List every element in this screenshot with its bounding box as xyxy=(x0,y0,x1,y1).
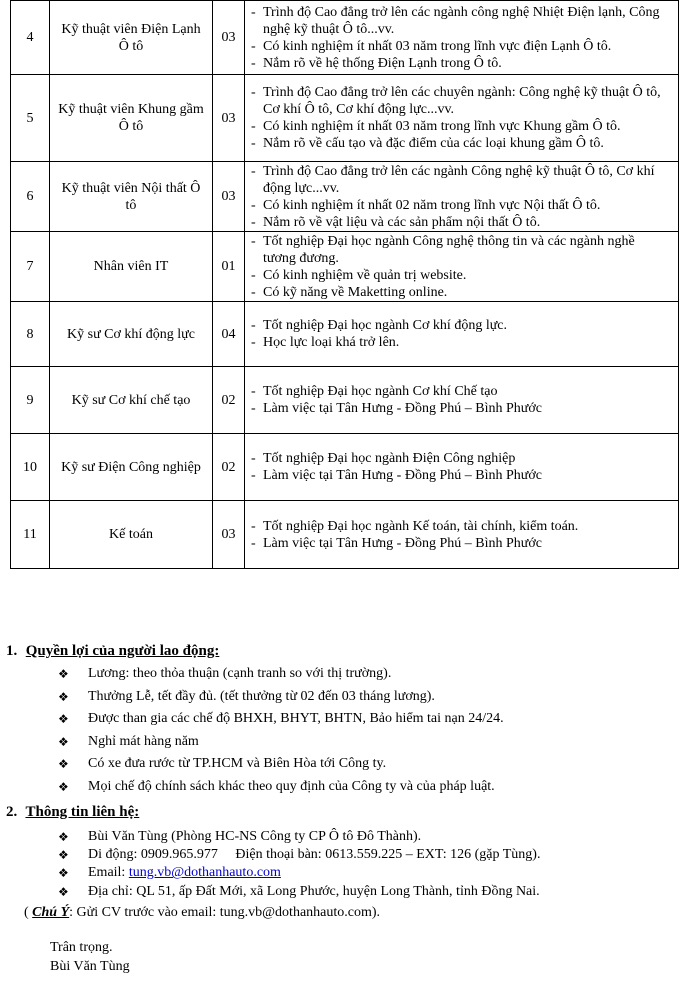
diamond-bullet-icon: ❖ xyxy=(58,779,69,794)
job-requirements xyxy=(245,367,679,434)
benefit-text: Nghỉ mát hàng năm xyxy=(88,733,199,749)
diamond-bullet-icon: ❖ xyxy=(58,712,69,727)
job-quantity: 03 xyxy=(213,1,245,75)
row-number: 5 xyxy=(11,75,50,162)
diamond-bullet-icon: ❖ xyxy=(58,757,69,772)
row-number: 8 xyxy=(11,302,50,367)
benefits-title: Quyền lợi của người lao động: xyxy=(25,643,220,659)
requirement-item: - Trình độ Cao đẳng trở lên các ngành Công nghệ kỹ thuật Ô tô, Cơ khí động lực...vv. xyxy=(249,163,670,197)
job-quantity: 02 xyxy=(213,434,245,501)
note-label: Chú Ý xyxy=(32,905,70,920)
requirement-item: - Có kỹ năng về Maketting online. xyxy=(249,284,670,301)
job-quantity: 01 xyxy=(213,232,245,302)
row-number: 6 xyxy=(11,162,50,232)
requirement-item: - Trình độ Cao đẳng trở lên các chuyên ngành: Công nghệ kỹ thuật Ô tô, Cơ khí Ô tô, Cơ khí động lực...vv. xyxy=(249,84,670,118)
requirement-list xyxy=(249,450,670,484)
requirement-item: - Có kinh nghiệm ít nhất 03 năm trong lĩnh vực điện Lạnh Ô tô. xyxy=(249,38,670,55)
requirement-item: - Tốt nghiệp Đại học ngành Kế toán, tài chính, kiểm toán. xyxy=(249,518,670,535)
requirement-item: - Làm việc tại Tân Hưng - Đồng Phú – Bình Phước xyxy=(249,400,670,417)
requirement-item: - Tốt nghiệp Đại học ngành Điện Công nghiệp xyxy=(249,450,670,467)
requirement-list xyxy=(249,233,670,301)
diamond-bullet-icon: ❖ xyxy=(58,689,69,704)
diamond-bullet-icon: ❖ xyxy=(58,848,69,863)
signature-block xyxy=(50,938,130,976)
requirement-list xyxy=(249,163,670,231)
contact-list xyxy=(6,828,676,901)
requirement-item: - Làm việc tại Tân Hưng - Đồng Phú – Bình Phước xyxy=(249,535,670,552)
table-row xyxy=(11,367,679,434)
cv-note xyxy=(24,904,380,922)
table-row xyxy=(11,302,679,367)
contact-email-label: Email: xyxy=(88,865,129,881)
benefit-text: Mọi chế độ chính sách khác theo quy định của Công ty và của pháp luật. xyxy=(88,778,495,794)
job-quantity: 03 xyxy=(213,75,245,162)
job-title: Kỹ sư Cơ khí động lực xyxy=(50,302,213,367)
requirement-item: - Có kinh nghiệm ít nhất 03 năm trong lĩnh vực Khung gầm Ô tô. xyxy=(249,118,670,135)
job-requirements xyxy=(245,1,679,75)
job-title: Kỹ sư Điện Công nghiệp xyxy=(50,434,213,501)
closing-greeting: Trân trọng. xyxy=(50,940,113,955)
requirement-list xyxy=(249,84,670,152)
benefits-heading xyxy=(6,641,676,661)
benefit-item xyxy=(6,708,676,731)
benefit-item xyxy=(6,686,676,709)
job-title: Kỹ thuật viên Khung gầm Ô tô xyxy=(50,75,213,162)
job-quantity: 03 xyxy=(213,162,245,232)
job-title: Kỹ sư Cơ khí chế tạo xyxy=(50,367,213,434)
requirement-item: - Nắm rõ về hệ thống Điện Lạnh trong Ô tô. xyxy=(249,55,670,72)
benefits-number: 1. xyxy=(6,643,18,659)
contact-phone xyxy=(6,846,676,864)
job-title: Kỹ thuật viên Nội thất Ô tô xyxy=(50,162,213,232)
benefit-text: Được than gia các chế độ BHXH, BHYT, BHTN, Bảo hiểm tai nạn 24/24. xyxy=(88,711,504,727)
contact-phone-text: Di động: 0909.965.977 Điện thoại bàn: 0613.559.225 – EXT: 126 (gặp Tùng). xyxy=(88,847,541,863)
table-row xyxy=(11,501,679,569)
closing-name: Bùi Văn Tùng xyxy=(50,959,130,974)
benefit-text: Thưởng Lễ, tết đầy đủ. (tết thưởng từ 02 đến 03 tháng lương). xyxy=(88,688,435,704)
row-number: 11 xyxy=(11,501,50,569)
table-row xyxy=(11,434,679,501)
requirement-item: - Làm việc tại Tân Hưng - Đồng Phú – Bình Phước xyxy=(249,467,670,484)
note-open-paren: ( xyxy=(24,905,33,920)
job-requirements xyxy=(245,75,679,162)
requirement-item: - Tốt nghiệp Đại học ngành Cơ khí Chế tạo xyxy=(249,383,670,400)
diamond-bullet-icon: ❖ xyxy=(58,866,69,881)
contact-person-text: Bùi Văn Tùng (Phòng HC-NS Công ty CP Ô tô Đô Thành). xyxy=(88,829,422,844)
requirement-item: - Có kinh nghiệm ít nhất 02 năm trong lĩnh vực Nội thất Ô tô. xyxy=(249,197,670,214)
benefit-item xyxy=(6,776,676,799)
requirement-item: - Học lực loại khá trở lên. xyxy=(249,334,670,351)
table-row xyxy=(11,162,679,232)
job-title: Nhân viên IT xyxy=(50,232,213,302)
requirement-list xyxy=(249,4,670,72)
diamond-bullet-icon: ❖ xyxy=(58,830,69,844)
job-requirements xyxy=(245,302,679,367)
benefit-text: Lương: theo thỏa thuận (cạnh tranh so với thị trường). xyxy=(88,666,392,681)
job-title: Kỹ thuật viên Điện Lạnh Ô tô xyxy=(50,1,213,75)
table-row xyxy=(11,232,679,302)
contact-number: 2. xyxy=(6,804,18,820)
row-number: 4 xyxy=(11,1,50,75)
row-number: 7 xyxy=(11,232,50,302)
benefit-item xyxy=(6,663,676,686)
benefit-text: Có xe đưa rước từ TP.HCM và Biên Hòa tới Công ty. xyxy=(88,756,387,772)
diamond-bullet-icon: ❖ xyxy=(58,884,69,899)
job-requirements xyxy=(245,162,679,232)
benefit-item xyxy=(6,753,676,776)
table-row xyxy=(11,1,679,75)
requirement-item: - Tốt nghiệp Đại học ngành Công nghệ thông tin và các ngành nghề tương đương. xyxy=(249,233,670,267)
job-quantity: 02 xyxy=(213,367,245,434)
job-table xyxy=(10,0,679,569)
requirement-item: - Nắm rõ về cấu tạo và đặc điểm của các loại khung gầm Ô tô. xyxy=(249,135,670,152)
requirement-list xyxy=(249,317,670,351)
job-requirements xyxy=(245,232,679,302)
email-link[interactable]: tung.vb@dothanhauto.com xyxy=(128,865,281,881)
benefits-list xyxy=(6,663,676,799)
requirement-item: - Có kinh nghiệm về quản trị website. xyxy=(249,267,670,284)
contact-person xyxy=(6,828,676,846)
contact-address-text: Địa chỉ: QL 51, ấp Đất Mới, xã Long Phước, huyện Long Thành, tỉnh Đồng Nai. xyxy=(88,883,540,899)
job-requirements xyxy=(245,434,679,501)
diamond-bullet-icon: ❖ xyxy=(58,734,69,749)
row-number: 10 xyxy=(11,434,50,501)
contact-email xyxy=(6,864,676,882)
job-quantity: 03 xyxy=(213,501,245,569)
contact-address xyxy=(6,883,676,901)
contact-title: Thông tin liên hệ: xyxy=(25,804,140,820)
row-number: 9 xyxy=(11,367,50,434)
job-title: Kế toán xyxy=(50,501,213,569)
requirement-list xyxy=(249,383,670,417)
benefit-item xyxy=(6,731,676,754)
requirement-list xyxy=(249,518,670,552)
contact-heading xyxy=(6,802,676,822)
requirement-item: - Trình độ Cao đẳng trở lên các ngành công nghệ Nhiệt Điện lạnh, Công nghệ kỹ thuật Ô tô...vv. xyxy=(249,4,670,38)
requirement-item: - Tốt nghiệp Đại học ngành Cơ khí động lực. xyxy=(249,317,670,334)
note-text: : Gửi CV trước vào email: tung.vb@dothanhauto.com). xyxy=(69,905,381,920)
benefits-section xyxy=(6,641,676,799)
job-requirements xyxy=(245,501,679,569)
diamond-bullet-icon: ❖ xyxy=(58,667,69,681)
job-quantity: 04 xyxy=(213,302,245,367)
requirement-item: - Nắm rõ về vật liệu và các sản phẩm nội thất Ô tô. xyxy=(249,214,670,231)
contact-section xyxy=(6,802,676,901)
table-row xyxy=(11,75,679,162)
